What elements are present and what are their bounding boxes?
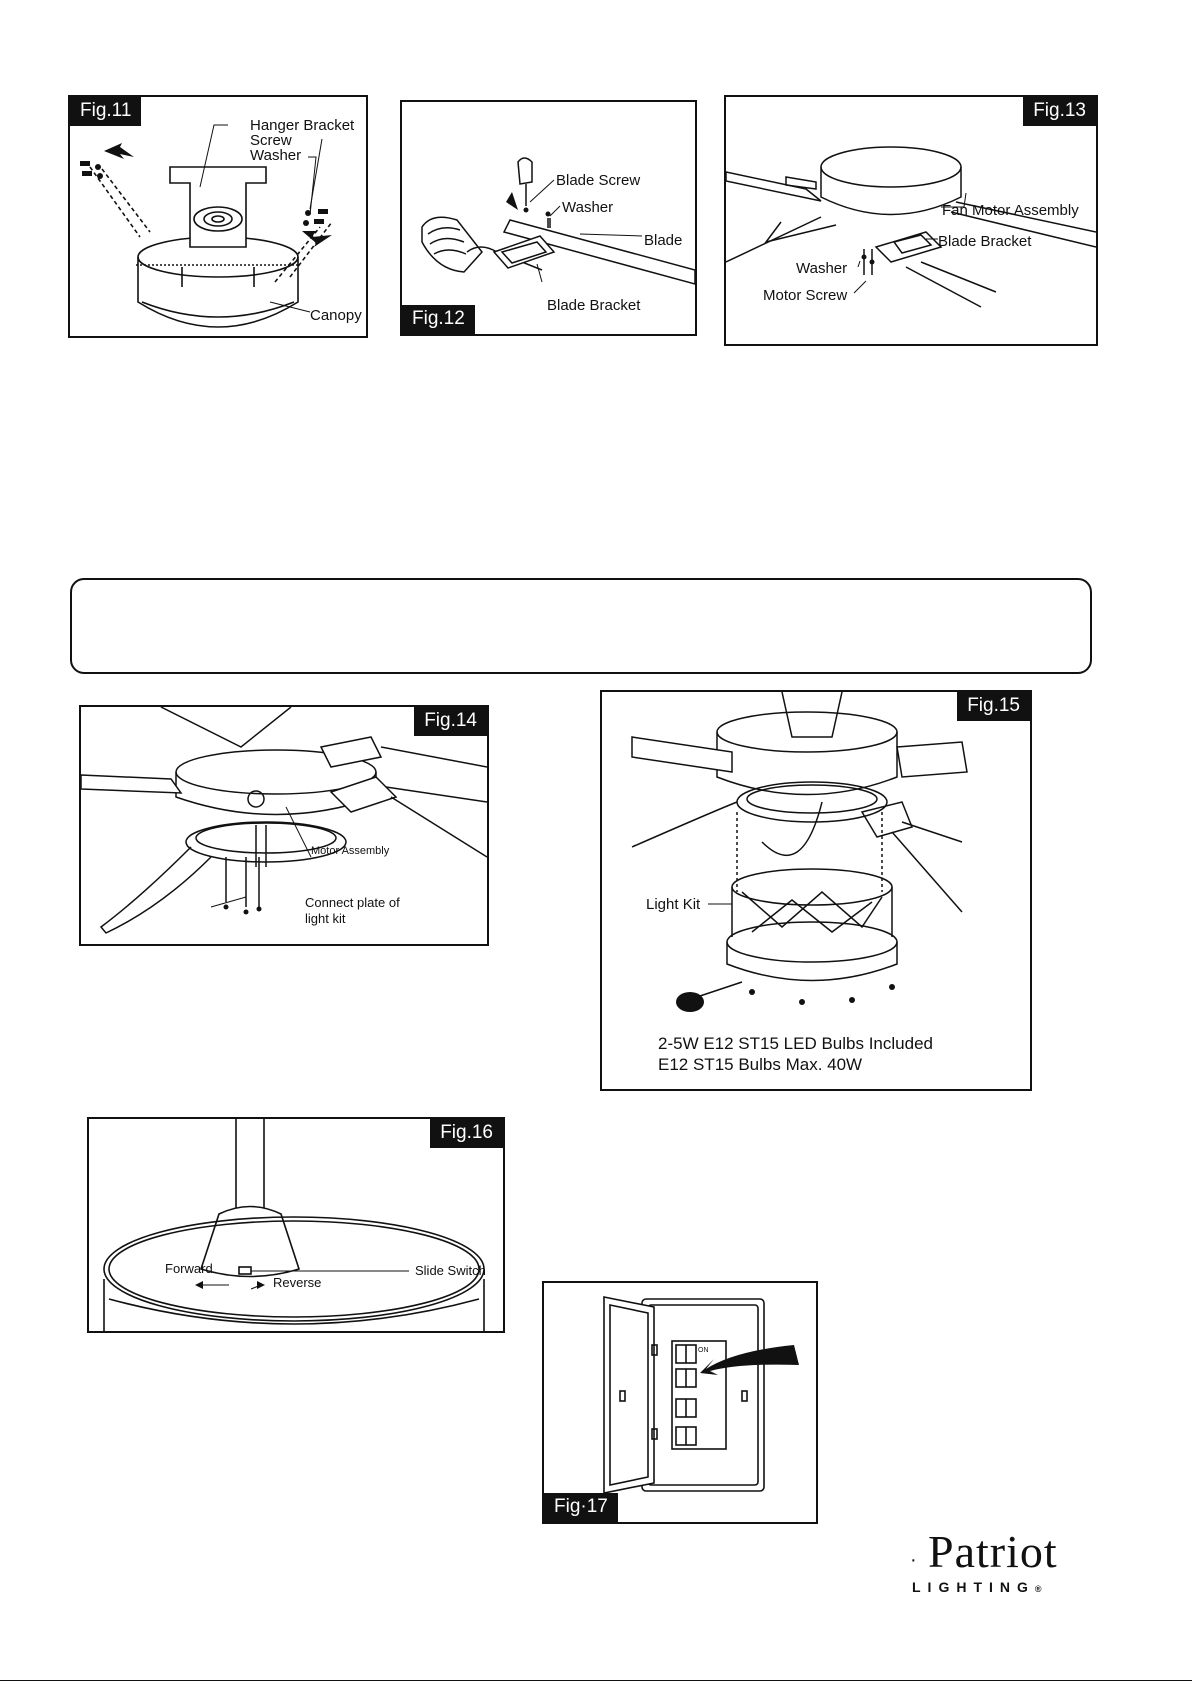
reverse-label: Reverse xyxy=(273,1275,322,1290)
motor-assembly-label: Motor Assembly xyxy=(311,845,390,857)
fan-motor-assembly-label: Fan Motor Assembly xyxy=(942,202,1079,219)
blade-washer-label: Washer xyxy=(562,199,614,216)
blade-screw-label: Blade Screw xyxy=(556,172,641,189)
light-kit-label: Light Kit xyxy=(646,896,701,913)
patriot-lighting-logo xyxy=(910,1525,1090,1595)
fig11-panel xyxy=(68,95,368,338)
fig12-tag: Fig.12 xyxy=(402,305,475,334)
fig13-panel xyxy=(724,95,1098,346)
motor-washer-label: Washer xyxy=(796,260,848,277)
slide-switch-label: Slide Switch xyxy=(415,1263,486,1278)
fig16-panel xyxy=(87,1117,505,1333)
forward-label: Forward xyxy=(165,1261,213,1276)
canopy-label: Canopy xyxy=(310,307,362,324)
fig17-tag: Fig·17 xyxy=(544,1493,618,1522)
connect-plate-label-1: Connect plate of xyxy=(305,895,400,910)
fig12-panel xyxy=(400,100,697,336)
logo-dot-icon: · xyxy=(910,1549,917,1571)
washer-label: Washer xyxy=(250,147,302,164)
section-banner xyxy=(70,578,1092,674)
fig15-tag: Fig.15 xyxy=(957,692,1030,721)
bottom-rule xyxy=(0,1680,1192,1681)
logo-wordmark: Patriot xyxy=(928,1526,1058,1577)
fig14-tag: Fig.14 xyxy=(414,707,487,736)
hanger-bracket-label: Hanger Bracket xyxy=(250,117,355,134)
motor-blade-illustration xyxy=(726,97,1096,344)
blade-bracket-label: Blade Bracket xyxy=(547,297,641,314)
fig14-panel xyxy=(79,705,489,946)
screw-label: Screw xyxy=(250,132,292,149)
motor-screw-label: Motor Screw xyxy=(763,287,848,304)
logo-subtitle: LIGHTING® xyxy=(912,1579,1042,1595)
light-kit-illustration xyxy=(602,692,1030,1089)
motor-blade-bracket-label: Blade Bracket xyxy=(938,233,1032,250)
fig13-tag: Fig.13 xyxy=(1023,97,1096,126)
fig11-tag: Fig.11 xyxy=(70,97,141,126)
fig16-tag: Fig.16 xyxy=(430,1119,503,1148)
connect-plate-label-2: light kit xyxy=(305,911,346,926)
fig15-panel xyxy=(600,690,1032,1091)
fig17-panel xyxy=(542,1281,818,1524)
breaker-panel-illustration xyxy=(544,1283,816,1522)
bulbs-included-label: 2-5W E12 ST15 LED Bulbs Included xyxy=(658,1034,933,1053)
slide-switch-illustration xyxy=(89,1119,503,1331)
breaker-on-label: ON xyxy=(698,1347,709,1354)
blade-label: Blade xyxy=(644,232,683,249)
bulbs-max-label: E12 ST15 Bulbs Max. 40W xyxy=(658,1055,863,1074)
light-kit-plate-illustration xyxy=(81,707,487,944)
